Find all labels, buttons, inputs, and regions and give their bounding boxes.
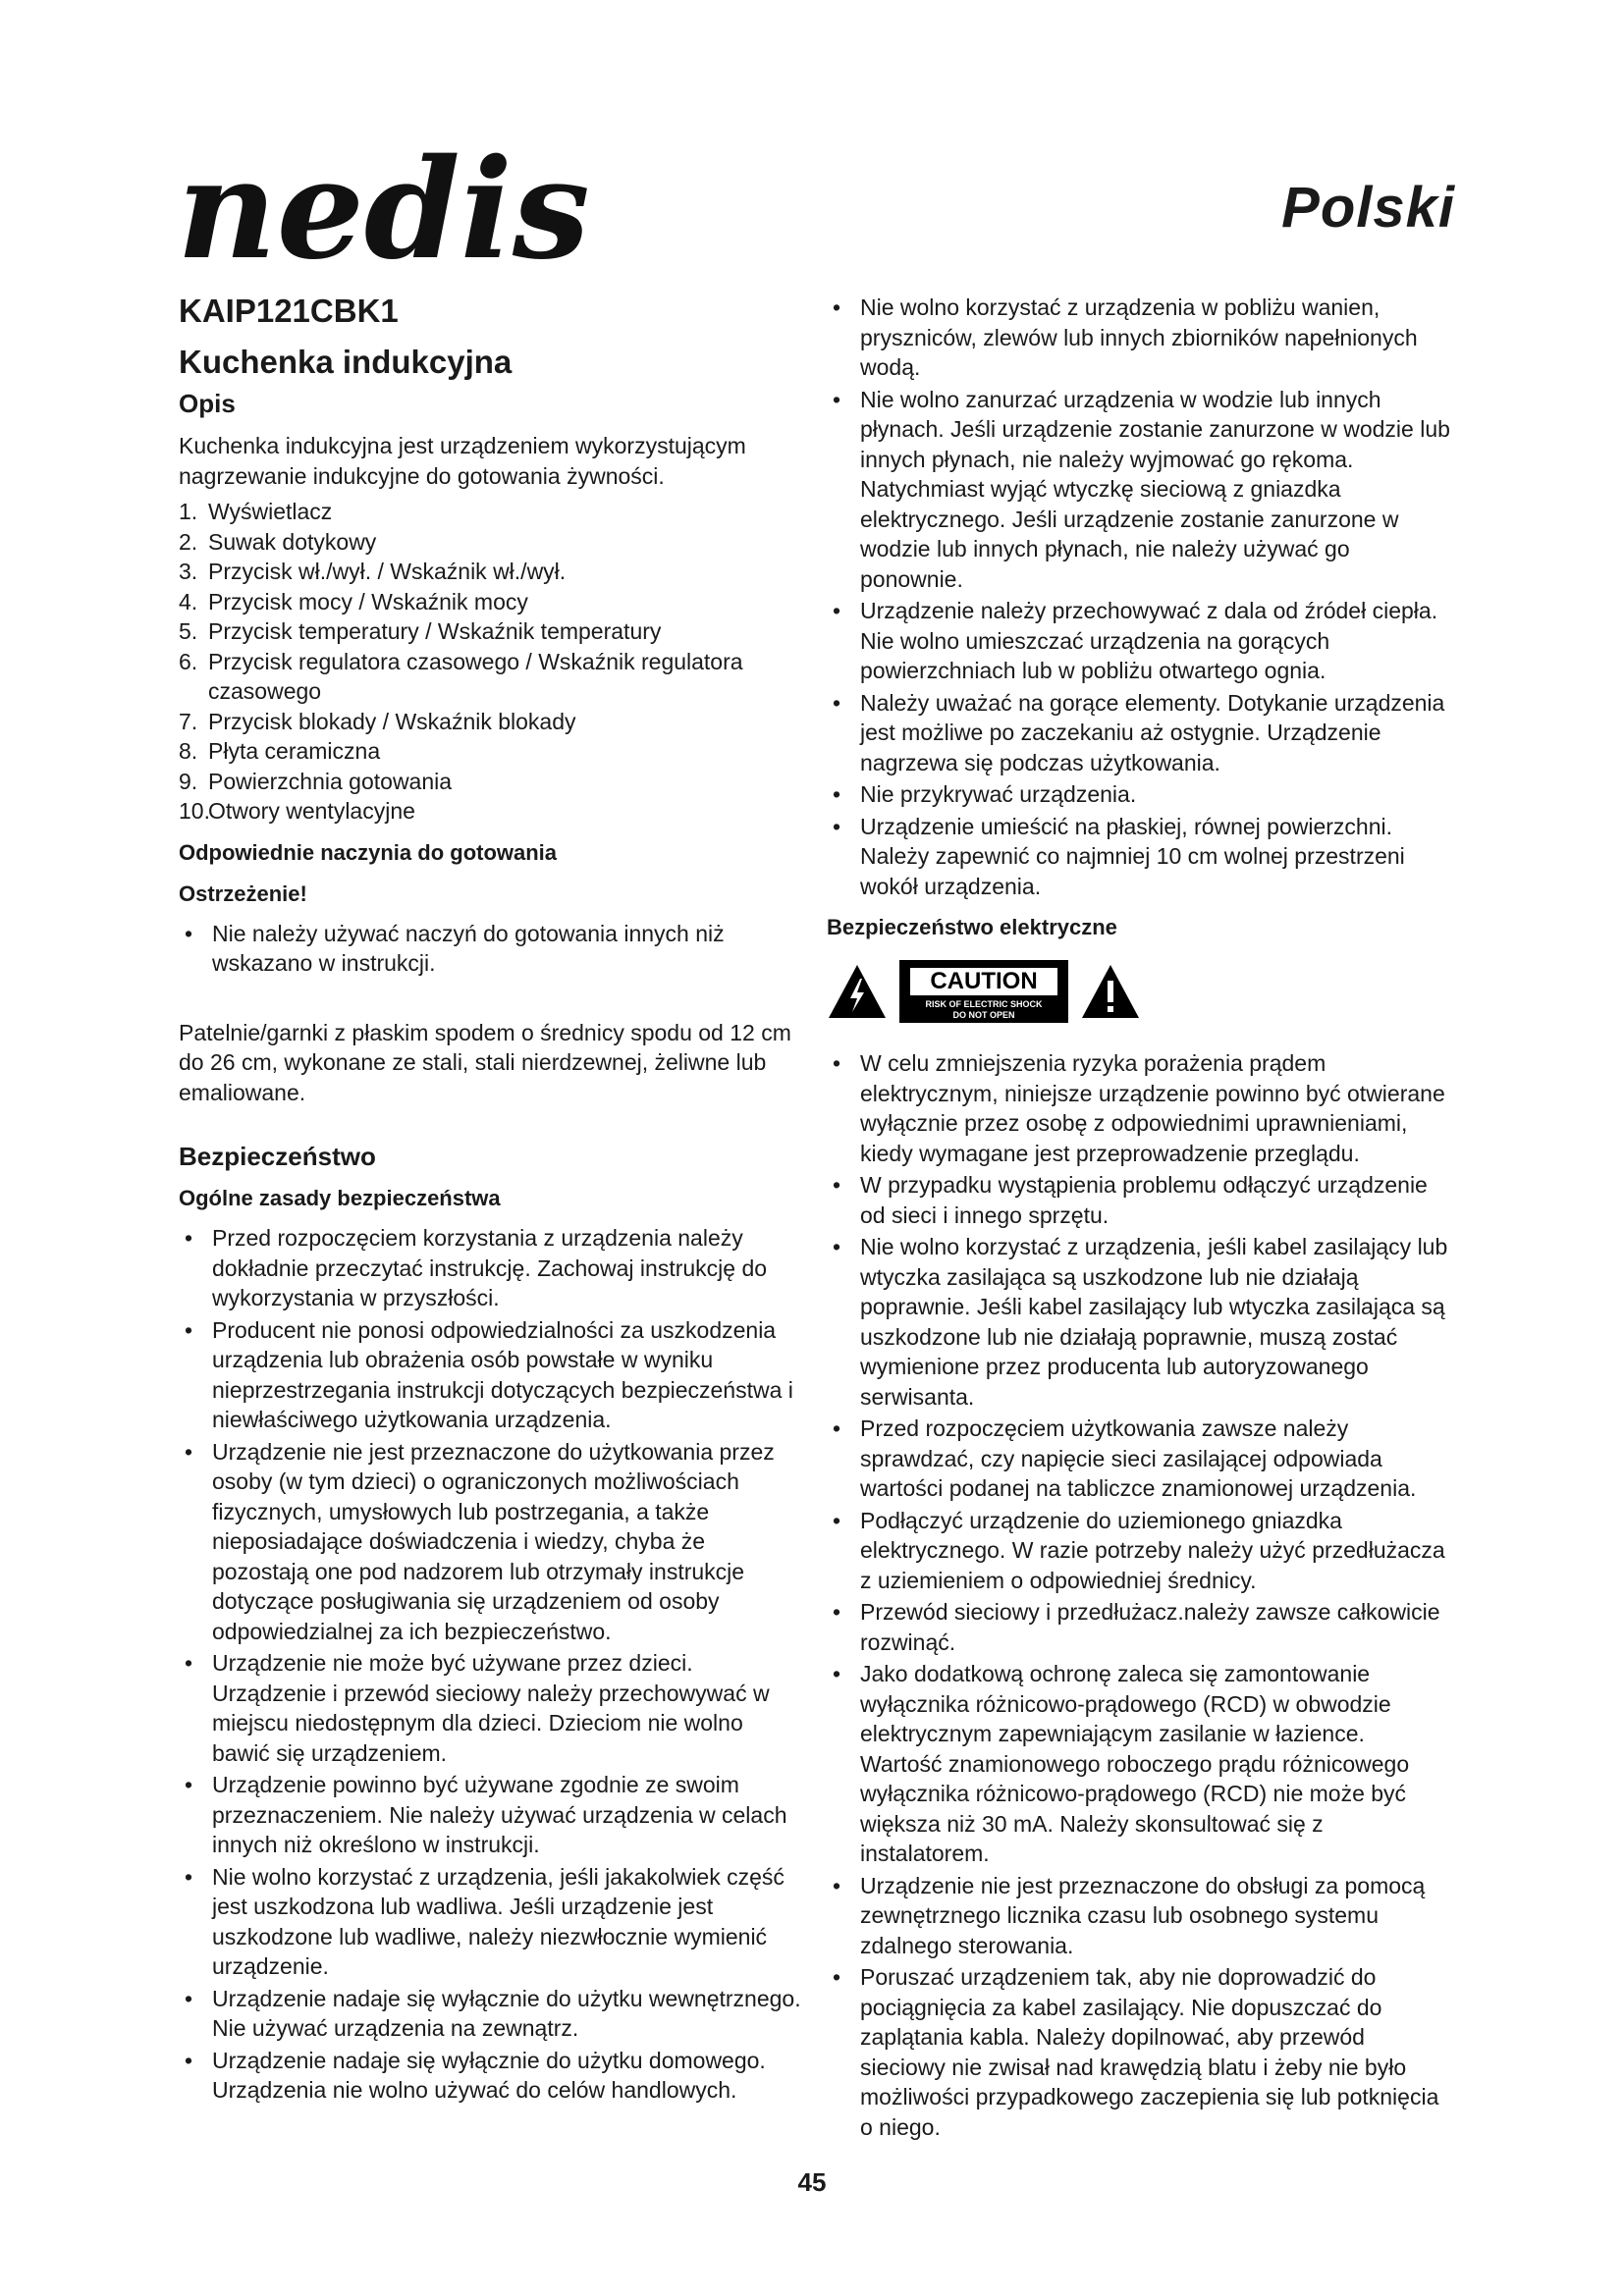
left-column xyxy=(179,292,803,2108)
electrical-safety-list xyxy=(827,1048,1451,2142)
warning-heading: Ostrzeżenie! xyxy=(179,881,307,906)
list-item: • W przypadku wystąpienia problemu odłączyć urządzenie od sieci i innego sprzętu. xyxy=(827,1170,1451,1230)
list-item: • Należy uważać na gorące elementy. Dotykanie urządzenia jest możliwe po zaczekaniu aż ostygnie. Urządzenie nagrzewa się podczas użytkowania. xyxy=(827,688,1451,778)
cookware-text: Patelnie/garnki z płaskim spodem o średnicy spodu od 12 cm do 26 cm, wykonane ze stali, stali nierdzewnej, żeliwne lub emaliowane. xyxy=(179,1019,791,1105)
list-item: • Urządzenie należy przechowywać z dala od źródeł ciepła. Nie wolno umieszczać urządzenia na gorących powierzchniach lub w pobliżu otwartego ognia. xyxy=(827,596,1451,686)
list-item: • Przewód sieciowy i przedłużacz.należy zawsze całkowicie rozwinąć. xyxy=(827,1597,1451,1657)
page-number: 45 xyxy=(797,2167,827,2197)
list-item: • Urządzenie nie jest przeznaczone do użytkowania przez osoby (w tym dzieci) o ograniczonych możliwościach fizycznych, umysłowych lub postrzegania, a także nieposiadające doświadczenia i wiedzy, chyba że pozostają one pod nadzorem lub otrzymały instrukcje dotyczące posługiwania się urządzeniem od osoby odpowiedzialnej za ich bezpieczeństwo. xyxy=(179,1437,803,1647)
brand-logo-text: nedis xyxy=(177,147,590,275)
caution-label xyxy=(827,960,1451,1023)
general-safety-list xyxy=(179,1223,803,2106)
list-item: • Urządzenie umieścić na płaskiej, równej powierzchni. Należy zapewnić co najmniej 10 cm wolnej przestrzeni wokół urządzenia. xyxy=(827,812,1451,902)
list-item: • Przed rozpoczęciem korzystania z urządzenia należy dokładnie przeczytać instrukcję. Zachowaj instrukcję do wykorzystania w przyszłości. xyxy=(179,1223,803,1313)
list-item: • Poruszać urządzeniem tak, aby nie doprowadzić do pociągnięcia za kabel zasilający. Nie dopuszczać do zaplątania kabla. Należy dopilnować, aby przewód sieciowy nie zwisał nad krawędzią blatu i żeby nie było możliwości przypadkowego zaczepienia się lub potknięcia o niego. xyxy=(827,1962,1451,2142)
caution-title: CAUTION xyxy=(908,966,1059,997)
cookware-heading: Odpowiednie naczynia do gotowania xyxy=(179,839,558,865)
list-item: • Nie wolno korzystać z urządzenia, jeśli jakakolwiek część jest uszkodzona lub wadliwa. Jeśli urządzenie jest uszkodzone lub wadliwe, należy niezwłocznie wymienić urządzenie. xyxy=(179,1862,803,1982)
caution-line-1: RISK OF ELECTRIC SHOCK xyxy=(925,999,1043,1009)
electric-shock-warning-icon xyxy=(827,963,888,1020)
list-item: • Urządzenie nie jest przeznaczone do obsługi za pomocą zewnętrznego licznika czasu lub osobnego systemu zdalnego sterowania. xyxy=(827,1871,1451,1961)
brand-logo xyxy=(177,147,638,275)
list-item: 5. Przycisk temperatury / Wskaźnik temperatury xyxy=(179,618,662,644)
list-item: • Nie należy używać naczyń do gotowania innych niż wskazano w instrukcji. xyxy=(179,919,803,979)
list-item: • Nie wolno korzystać z urządzenia w pobliżu wanien, pryszniców, zlewów lub innych zbiorników napełnionych wodą. xyxy=(827,293,1451,383)
list-item: • Jako dodatkową ochronę zaleca się zamontowanie wyłącznika różnicowo-prądowego (RCD) w obwodzie elektrycznym zapewniającym zasilanie w łazience. Wartość znamionowego roboczego prądu różnicowego wyłącznika różnicowo-prądowego (RCD) nie może być większa niż 30 mA. Należy skonsultować się z instalatorem. xyxy=(827,1659,1451,1869)
list-item: • Przed rozpoczęciem użytkowania zawsze należy sprawdzać, czy napięcie sieci zasilającej odpowiada wartości podanej na tabliczce znamionowej urządzenia. xyxy=(827,1414,1451,1504)
language-label: Polski xyxy=(1281,176,1455,240)
list-item: 2. Suwak dotykowy xyxy=(179,528,377,555)
list-item: • Nie wolno korzystać z urządzenia, jeśli kabel zasilający lub wtyczka zasilająca są uszkodzone lub nie działają poprawnie. Jeśli kabel zasilający lub wtyczka zasilająca są uszkodzone lub nie działają poprawnie, muszą zostać wymienione przez producenta lub autoryzowanego serwisanta. xyxy=(827,1232,1451,1412)
model-number: KAIP121CBK1 xyxy=(179,293,399,329)
safety-heading: Bezpieczeństwo xyxy=(179,1142,376,1171)
electrical-safety-heading: Bezpieczeństwo elektryczne xyxy=(827,915,1117,939)
list-item: 3. Przycisk wł./wył. / Wskaźnik wł./wył. xyxy=(179,559,567,584)
right-column xyxy=(827,293,1451,2144)
list-item: 7. Przycisk blokady / Wskaźnik blokady xyxy=(179,708,576,734)
warning-list xyxy=(179,919,803,979)
list-item: • Producent nie ponosi odpowiedzialności za uszkodzenia urządzenia lub obrażenia osób powstałe w wyniku nieprzestrzegania instrukcji dotyczących bezpieczeństwa i niewłaściwego użytkowania urządzenia. xyxy=(179,1315,803,1435)
list-item: • W celu zmniejszenia ryzyka porażenia prądem elektrycznym, niniejsze urządzenie powinno być otwierane wyłącznie przez osobę z odpowiednimi uprawnieniami, kiedy wymagane jest przeprowadzenie przeglądu. xyxy=(827,1048,1451,1168)
general-safety-heading: Ogólne zasady bezpieczeństwa xyxy=(179,1186,501,1210)
list-item: • Urządzenie powinno być używane zgodnie ze swoim przeznaczeniem. Nie należy używać urządzenia w celach innych niż określono w instrukcji. xyxy=(179,1770,803,1860)
list-item: 4. Przycisk mocy / Wskaźnik mocy xyxy=(179,588,528,614)
list-item: • Urządzenie nie może być używane przez dzieci. Urządzenie i przewód sieciowy należy przechowywać w miejscu niedostępnym dla dzieci. Dzieciom nie wolno bawić się urządzeniem. xyxy=(179,1648,803,1768)
opis-text: Kuchenka indukcyjna jest urządzeniem wykorzystującym nagrzewanie indukcyjne do gotowania żywności. xyxy=(179,433,746,489)
list-item: 10. Otwory wentylacyjne xyxy=(179,798,415,824)
list-item: 6. Przycisk regulatora czasowego / Wskaźnik regulatora czasowego xyxy=(179,648,743,704)
product-title: Kuchenka indukcyjna xyxy=(179,344,513,380)
parts-list xyxy=(179,497,803,827)
list-item: 8. Płyta ceramiczna xyxy=(179,738,381,764)
list-item: • Urządzenie nadaje się wyłącznie do użytku wewnętrznego. Nie używać urządzenia na zewnątrz. xyxy=(179,1984,803,2044)
caution-box xyxy=(899,960,1068,1023)
list-item: • Nie wolno zanurzać urządzenia w wodzie lub innych płynach. Jeśli urządzenie zostanie zanurzone w wodzie lub innych płynach, nie należy wyjmować go rękoma. Natychmiast wyjąć wtyczkę sieciową z gniazdka elektrycznego. Jeśli urządzenie zostanie zanurzone w wodzie lub innych płynach, nie należy używać go ponownie. xyxy=(827,385,1451,595)
list-item: • Urządzenie nadaje się wyłącznie do użytku domowego. Urządzenia nie wolno używać do celów handlowych. xyxy=(179,2046,803,2106)
list-item: 9. Powierzchnia gotowania xyxy=(179,768,453,794)
exclamation-warning-icon xyxy=(1080,963,1141,1020)
safety-list-continued xyxy=(827,293,1451,901)
list-item: • Nie przykrywać urządzenia. xyxy=(827,779,1451,810)
list-item: • Podłączyć urządzenie do uziemionego gniazdka elektrycznego. W razie potrzeby należy użyć przedłużacza z uziemieniem o odpowiedniej średnicy. xyxy=(827,1506,1451,1596)
opis-heading: Opis xyxy=(179,389,236,418)
caution-line-2: DO NOT OPEN xyxy=(952,1010,1015,1020)
list-item: 1. Wyświetlacz xyxy=(179,499,333,524)
